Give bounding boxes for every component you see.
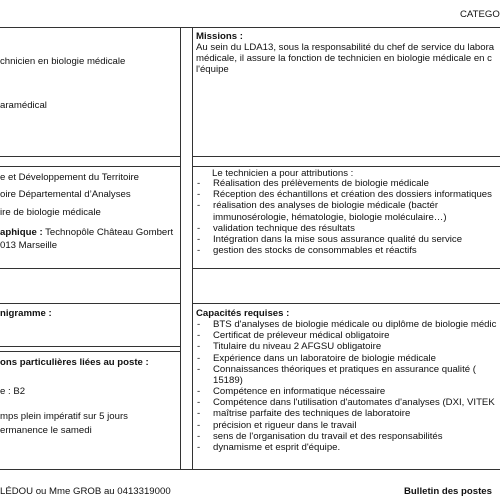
list-item: - Compétence en informatique nécessaire	[196, 386, 495, 397]
list-item: - validation technique des résultats	[196, 223, 462, 234]
list-item: - Titulaire du niveau 2 AFGSU obligatoire	[196, 341, 496, 352]
contact-footer: LÉDOU ou Mme GROB au 0413319000	[0, 486, 171, 497]
direction-text: e et Développement du Territoire	[0, 172, 140, 183]
job-title-text: chnicien en biologie médicale	[0, 56, 126, 67]
location-label: aphique :	[0, 227, 43, 238]
list-item: - Connaissances théoriques et pratiques en assurance qualité (	[196, 364, 496, 375]
right-attrib-bottom-border	[192, 268, 500, 269]
list-item: - réalisation des analyses de biologie médicale (bactér	[196, 200, 492, 211]
table-bottom-border	[0, 469, 500, 470]
attributions-list	[196, 178, 492, 212]
missions-line-3: l'équipe	[196, 64, 229, 75]
list-item: - précision et rigueur dans le travail	[196, 420, 495, 431]
capacities-title: Capacités requises :	[196, 308, 290, 319]
list-item: - gestion des stocks de consommables et réactifs	[196, 245, 462, 256]
conditions-title: ons particulières liées au poste :	[0, 357, 149, 368]
capacities-list-cont	[196, 386, 495, 453]
location-value: Technopôle Château Gombert	[42, 227, 174, 238]
job-category-text: aramédical	[0, 100, 47, 111]
capacities-list	[196, 319, 496, 375]
left-top-bottom-border	[0, 156, 181, 157]
left-org-bottom-border	[0, 346, 181, 347]
right-attrib-top-border	[192, 166, 500, 167]
table-top-border	[0, 27, 500, 28]
attributions-intro: Le technicien a pour attributions :	[212, 168, 354, 179]
service-text: oire Départemental d’Analyses	[0, 189, 131, 200]
left-org-top-border	[0, 303, 181, 304]
schedule-text: mps plein impératif sur 5 jours	[0, 411, 128, 422]
list-item: - dynamisme et esprit d'équipe.	[196, 442, 495, 453]
list-item: - BTS d'analyses de biologie médicale ou diplôme de biologie médic	[196, 319, 496, 330]
list-item: - Compétence dans l'utilisation d'automates d'analyses (DXI, VITEK	[196, 397, 495, 408]
saturday-text: ermanence le samedi	[0, 425, 92, 436]
list-item: - Réception des échantillons et création des dossiers informatiques	[196, 189, 492, 200]
grade-text: e : B2	[0, 386, 26, 397]
list-item: - Expérience dans un laboratoire de biologie médicale	[196, 353, 496, 364]
attributions-list-cont	[196, 223, 462, 257]
missions-title: Missions :	[196, 31, 243, 42]
capacities-item5-cont: 15189)	[213, 375, 243, 386]
list-item: - sens de l'organisation du travail et des responsabilités	[196, 431, 495, 442]
unit-text: ire de biologie médicale	[0, 207, 101, 218]
missions-line-1: Au sein du LDA13, sous la responsabilité du chef de service du labora	[196, 42, 495, 53]
bulletin-footer: Bulletin des postes	[404, 486, 492, 497]
left-mid-top-border	[0, 166, 181, 167]
left-mid-bottom-border	[0, 268, 181, 269]
attributions-item3-cont: immunosérologie, hématologie, biologie moléculaire…)	[213, 212, 447, 223]
location-line	[0, 227, 173, 238]
list-item: - Réalisation des prélèvements de biologie médicale	[196, 178, 492, 189]
category-label: CATEGO	[460, 9, 500, 20]
right-missions-bottom-border	[192, 156, 500, 157]
list-item: - maîtrise parfaite des techniques de laboratoire	[196, 408, 495, 419]
city-text: 013 Marseille	[0, 240, 58, 251]
missions-line-2: médicale, il assure la fonction de technicien en biologie médicale en c	[196, 53, 492, 64]
right-cap-top-border	[192, 303, 500, 304]
list-item: - Intégration dans la mise sous assurance qualité du service	[196, 234, 462, 245]
list-item: - Certificat de préleveur médical obligatoire	[196, 330, 496, 341]
right-column-border	[192, 27, 193, 469]
left-cond-top-border	[0, 351, 181, 352]
org-chart-label: nigramme :	[0, 308, 52, 319]
left-column-border	[180, 27, 181, 469]
